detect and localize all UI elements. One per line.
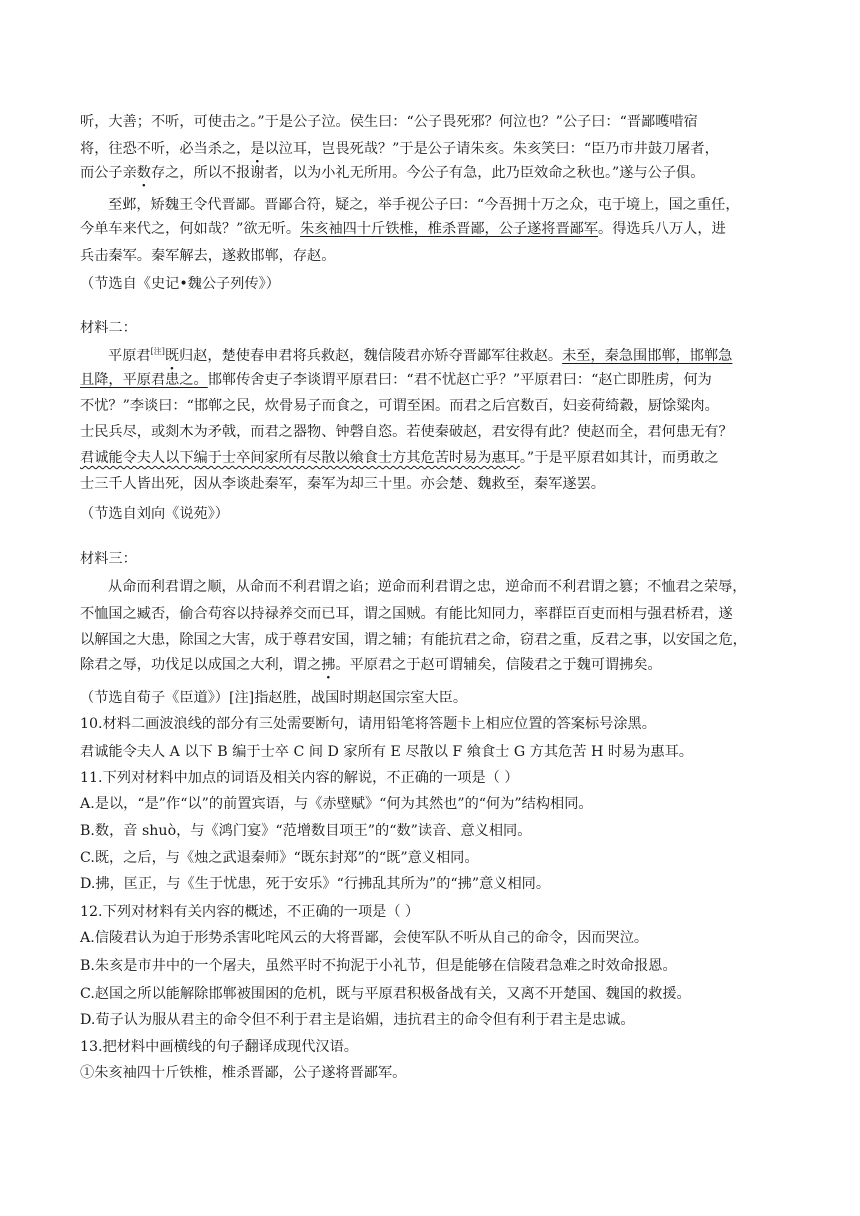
question-10-sentence: 君诚能令夫人 A 以下 B 编于士卒 C 间 D 家所有 E 尽散以 F 飨食士 G 方其危苦 H 时易为惠耳。	[80, 744, 693, 760]
material2-line: 士民兵尽，或剡木为矛戟，而君之器物、钟磬自恣。若使秦破赵，君安得有此？使赵而全，君何患无有？	[80, 424, 733, 440]
material3-line: 不恤国之臧否，偷合苟容以持禄养交而已耳，谓之国贼。有能比知同力，率群臣百吏而相与强君桥君，遂	[80, 606, 733, 622]
material2-line: 士三千人皆出死，因从李谈赴秦军，秦军为却三十里。亦会楚、魏救至，秦军遂罢。	[80, 476, 605, 492]
underlined-sentence: 朱亥袖四十斤铁椎，椎杀晋鄙，公子遂将晋鄙军	[300, 221, 599, 237]
text-segment: 归赵，楚使春申君将兵救赵，魏信陵君亦矫夺晋鄙军往救赵。	[179, 348, 563, 364]
material2-line	[80, 448, 782, 468]
material3-line: 从命而利君谓之顺，从命而不利君谓之谄；逆命而利君谓之忠，逆命而不利君谓之篡；不恤君之荣辱，	[108, 579, 747, 595]
note-marker: [注]	[150, 347, 165, 356]
material2-heading: 材料二：	[80, 320, 137, 336]
material3-heading: 材料三：	[80, 551, 137, 567]
material1-line: 听，大善；不听，可使击之。”于是公子泣。侯生曰：“公子畏死邪？何泣也？”公子曰：“晋鄙嚄唶宿	[80, 114, 698, 130]
material2-line	[108, 342, 782, 366]
question-12-option-d: D.荀子认为服从君主的命令但不利于君主是谄媚，违抗君主的命令但有利于君主是忠诚。	[80, 1012, 635, 1028]
text-segment: 将，往恐不听，必当杀之，	[80, 141, 251, 157]
text-segment: 除君之辱，功伐足以成国之大利，谓之	[80, 657, 322, 673]
material2-source: （节选自刘向《说苑》）	[80, 506, 229, 522]
question-13: 13.把材料中画横线的句子翻译成现代汉语。	[80, 1039, 358, 1055]
dotted-word: 拂	[321, 657, 336, 673]
text-segment: 而公子亲	[80, 165, 137, 181]
material1-line	[80, 219, 782, 239]
underlined-sentence: 且降，平原君患之。	[80, 372, 208, 388]
material3-source: （节选自荀子《臣道》）[注]指赵胜，战国时期赵国宗室大臣。	[80, 690, 468, 706]
question-11-option-c: C.既，之后，与《烛之武退秦师》“既东封郑”的“既”意义相同。	[80, 850, 479, 866]
question-13-item-1: ①朱亥袖四十斤铁椎，椎杀晋鄙，公子遂将晋鄙军。	[80, 1065, 407, 1081]
question-11-option-d: D.拂，匡正，与《生于忧患，死于安乐》“行拂乱其所为”的“拂”意义相同。	[80, 876, 551, 892]
text-segment: 。得选兵八万人，进	[598, 221, 726, 237]
text-segment: 今单车来代之，何如哉？”欲无听。	[80, 221, 301, 237]
material1-line: 兵击秦军。秦军解去，遂救邯郸，存赵。	[80, 248, 336, 264]
material1-source: （节选自《史记•魏公子列传》）	[80, 276, 280, 292]
material3-line: 以解国之大患，除国之大害，成于尊君安国，谓之辅；有能抗君之命，窃君之重，反君之事，以安国之危，	[80, 632, 747, 648]
material2-line: 不忧？”李谈曰：“邯郸之民，炊骨易子而食之，可谓至困。而君之后宫数百，妇妾荷绮縠，厨馀粱肉。	[80, 398, 719, 414]
wavy-sentence: 君诚能令夫人以下编于士卒间家所有尽散以飨食士方其危苦时易为惠耳	[80, 450, 520, 466]
question-12-option-b: B.朱亥是市井中的一个屠夫，虽然平时不拘泥于小礼节，但是能够在信陵君急难之时效命报恩。	[80, 958, 677, 974]
question-10: 10.材料二画波浪线的部分有三处需要断句，请用铅笔将答题卡上相应位置的答案标号涂黑。	[80, 716, 656, 732]
material1-line	[80, 139, 782, 159]
material3-line	[80, 655, 782, 675]
question-11-option-b: B.数，音 shuò，与《鸿门宴》“范增数目项王”的“数”读音、意义相同。	[80, 823, 532, 839]
material1-line: 至邺，矫魏王令代晋鄙。晋鄙合符，疑之，举手视公子曰：“今吾拥十万之众，屯于境上，国之重任，	[108, 197, 740, 213]
text-segment: 平原君	[108, 348, 151, 364]
text-segment: 存之，所以不报谢者，以为小礼无所用。今公子有急，此乃臣效命之秋也。”遂与公子俱。	[150, 165, 705, 181]
dotted-word: 数	[136, 165, 151, 181]
question-11: 11.下列对材料中加点的词语及相关内容的解说，不正确的一项是（ ）	[80, 770, 519, 786]
question-11-option-a: A.是以，“是”作“以”的前置宾语，与《赤壁赋》“何为其然也”的“何为”结构相同。	[80, 796, 593, 812]
dotted-word: 既	[164, 348, 180, 364]
question-12: 12.下列对材料有关内容的概述，不正确的一项是（ ）	[80, 904, 420, 920]
text-segment: 以泣耳，岂畏死哉？”于是公子请朱亥。朱亥笑曰：“臣乃市井鼓刀屠者，	[264, 141, 719, 157]
dotted-word: 是	[250, 141, 265, 157]
material1-line	[80, 163, 782, 183]
text-segment: 邯郸传舍吏子李谈谓平原君曰：“君不忧赵亡乎？”平原君曰：“赵亡即胜虏，何为	[207, 372, 712, 388]
question-12-option-a: A.信陵君认为迫于形势杀害叱咤风云的大将晋鄙，会使军队不听从自己的命令，因而哭泣。	[80, 930, 649, 946]
underlined-sentence: 未至，秦急围邯郸，邯郸急	[562, 348, 733, 364]
text-segment: 。平原君之于赵可谓辅矣，信陵君之于魏可谓拂矣。	[335, 657, 662, 673]
text-segment: 。”于是平原君如其计，而勇敢之	[519, 450, 719, 466]
question-12-option-c: C.赵国之所以能解除邯郸被围困的危机，既与平原君积极备战有关，又离不开楚国、魏国的救援。	[80, 986, 691, 1002]
material2-line	[80, 370, 782, 390]
